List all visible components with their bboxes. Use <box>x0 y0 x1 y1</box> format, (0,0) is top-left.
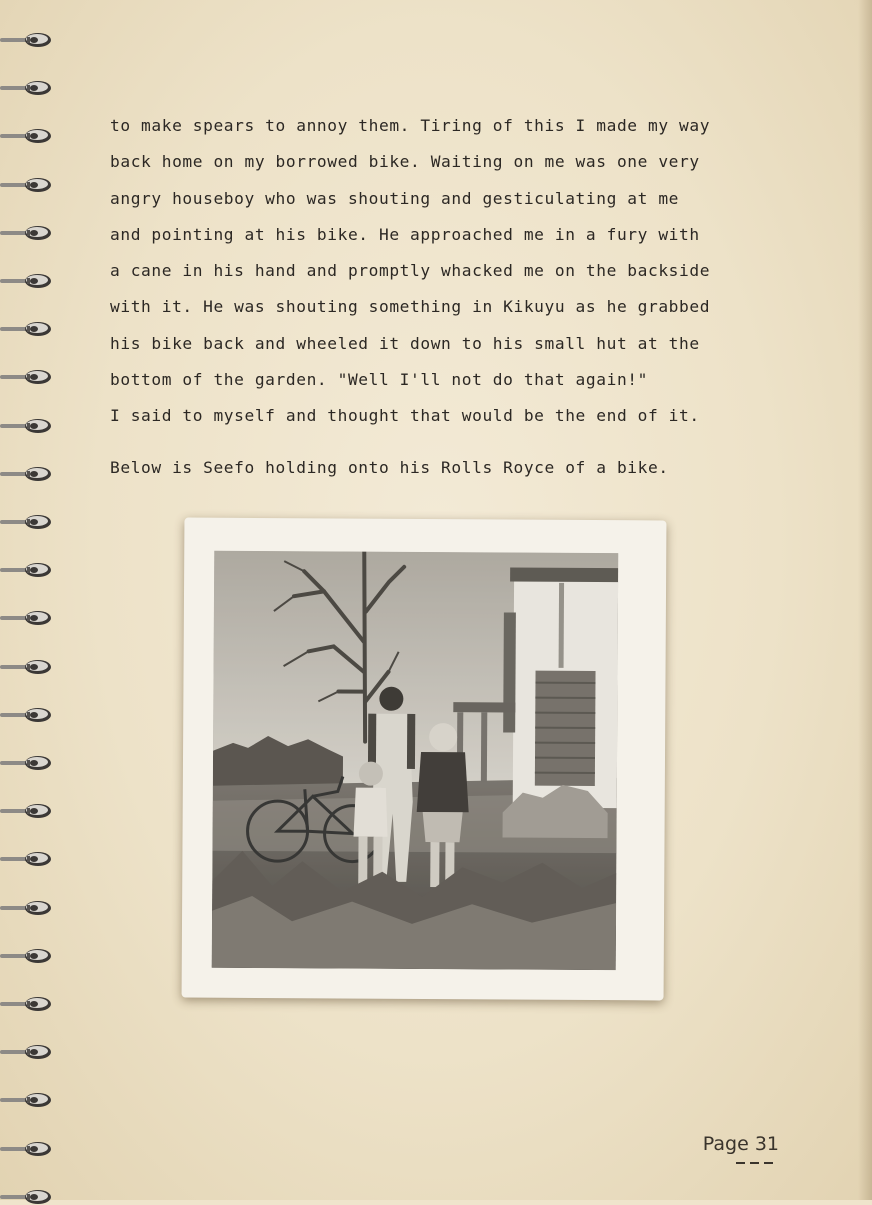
spiral-coil-icon <box>0 321 54 337</box>
photo-caption: Below is Seefo holding onto his Rolls Royce of a bike. <box>110 450 810 486</box>
text-line: to make spears to annoy them. Tiring of this I made my way <box>110 108 810 144</box>
text-line: his bike back and wheeled it down to his small hut at the <box>110 326 810 362</box>
photo-image <box>212 551 619 970</box>
text-line: bottom of the garden. "Well I'll not do that again!" <box>110 362 810 398</box>
vintage-photo-icon <box>212 551 619 970</box>
spiral-coil-icon <box>0 1141 54 1157</box>
spiral-coil-icon <box>0 1189 54 1205</box>
page-number: Page 31 <box>703 1133 779 1155</box>
vintage-photo <box>182 518 667 1001</box>
spiral-coil-icon <box>0 755 54 771</box>
spiral-coil-icon <box>0 369 54 385</box>
text-line: I said to myself and thought that would be the end of it. <box>110 398 810 434</box>
text-line: a cane in his hand and promptly whacked me on the backside <box>110 253 810 289</box>
spiral-coil-icon <box>0 177 54 193</box>
spiral-coil-icon <box>0 803 54 819</box>
text-line: and pointing at his bike. He approached me in a fury with <box>110 217 810 253</box>
spiral-coil-icon <box>0 610 54 626</box>
spiral-coil-icon <box>0 1092 54 1108</box>
page-number-underline <box>736 1162 778 1164</box>
spiral-coil-icon <box>0 80 54 96</box>
story-text <box>110 108 810 435</box>
spiral-coil-icon <box>0 128 54 144</box>
spiral-coil-icon <box>0 466 54 482</box>
spiral-coil-icon <box>0 948 54 964</box>
text-line: angry houseboy who was shouting and gesticulating at me <box>110 181 810 217</box>
spiral-coil-icon <box>0 562 54 578</box>
spiral-coil-icon <box>0 851 54 867</box>
spiral-coil-icon <box>0 707 54 723</box>
text-line: with it. He was shouting something in Kikuyu as he grabbed <box>110 289 810 325</box>
spiral-coil-icon <box>0 225 54 241</box>
spiral-binding <box>0 0 60 1200</box>
text-line: back home on my borrowed bike. Waiting on me was one very <box>110 144 810 180</box>
spiral-coil-icon <box>0 273 54 289</box>
spiral-coil-icon <box>0 659 54 675</box>
spiral-coil-icon <box>0 1044 54 1060</box>
spiral-coil-icon <box>0 514 54 530</box>
spiral-coil-icon <box>0 996 54 1012</box>
spiral-coil-icon <box>0 418 54 434</box>
spiral-coil-icon <box>0 32 54 48</box>
spiral-coil-icon <box>0 900 54 916</box>
